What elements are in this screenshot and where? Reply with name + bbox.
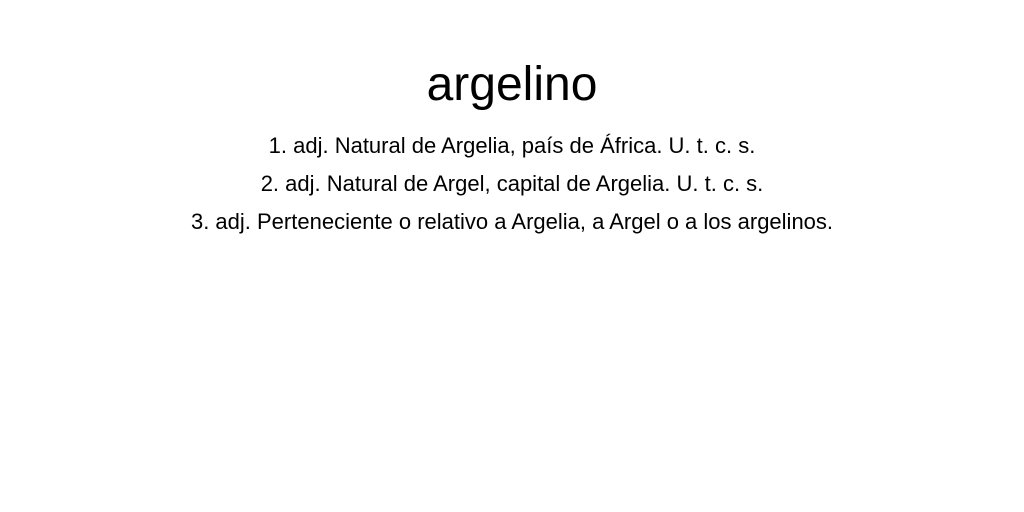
sense-list — [0, 127, 1024, 241]
sense-1: 1. adj. Natural de Argelia, país de África. U. t. c. s. — [268, 133, 756, 158]
headword: argelino — [426, 58, 598, 111]
sense-2: 2. adj. Natural de Argel, capital de Argelia. U. t. c. s. — [260, 171, 764, 196]
sense-3: 3. adj. Perteneciente o relativo a Argelia, a Argel o a los argelinos. — [190, 209, 834, 234]
